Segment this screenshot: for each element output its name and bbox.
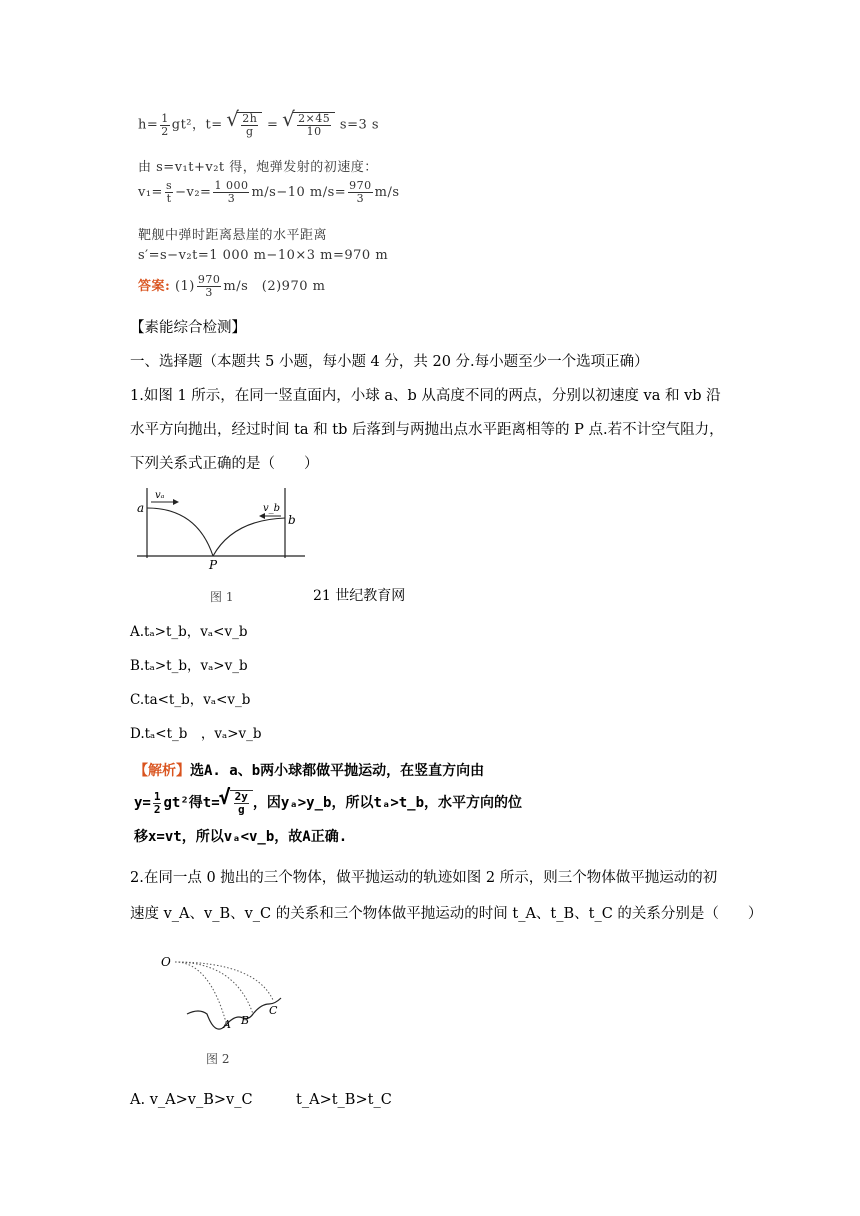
fig1-label-a: a [137,501,145,515]
eq-gt: gt²，t= [171,117,223,133]
fig2-label-a: A [223,1018,231,1031]
part1-title: 一、选择题（本题共 5 小题，每小题 4 分，共 20 分.每小题至少一个选项正确） [130,354,649,370]
answer-line: 答案: (1) $\frac{970}{3}$ m/s (2)970 m [138,273,326,299]
solution-line-3: v₁= $\frac{s}{t}$ −v₂= $\frac{1 000}{3}$ m/s−10 m/s= $\frac{970}{3}$ m/s [138,179,400,205]
sqrt-2h-g: √ $\frac{2h}{g}$ [237,112,262,138]
q1-line-1: 1.如图 1 所示，在同一竖直面内，小球 a、b 从高度不同的两点，分别以初速度 va 和 vb 沿 [130,388,721,404]
q1-option-d: D.tₐ<t_b ，vₐ>v_b [130,726,262,742]
solution-line-2: 由 s=v₁t+v₂t 得，炮弹发射的初速度： [138,160,378,175]
fraction-half: $\frac{1}{2}$ [161,111,169,138]
fig1-label-vb: v_b [263,503,281,514]
q2-line-1: 2.在同一点 0 抛出的三个物体，做平抛运动的轨迹如图 2 所示，则三个物体做平抛运动的初 [130,870,718,886]
fig2-label-o: O [161,955,171,969]
q1-analysis-line-1: 【解析】选A. a、b两小球都做平抛运动，在竖直方向由 [134,763,485,779]
q1-analysis-line-3: 移x=vt，所以vₐ<v_b，故A正确. [134,829,348,845]
figure-2-caption: 图 2 [206,1052,230,1066]
section-title: 【素能综合检测】 [130,320,246,336]
fig2-label-b: B [241,1014,250,1027]
solution-line-5: s′=s−v₂t=1 000 m−10×3 m=970 m [138,248,389,263]
fig1-label-va: vₐ [155,490,165,501]
fig2-label-c: C [269,1004,278,1017]
q1-analysis-line-2: y= $\frac{1}{2}$ gt²得t= √ $\frac{2y}{g}$ ，因yₐ>y_b，所以tₐ>t_b，水平方向的位 [134,790,522,816]
q1-line-2: 水平方向抛出，经过时间 ta 和 tb 后落到与两抛出点水平距离相等的 P 点.若不计空气阻力， [130,422,724,438]
q1-option-a: A.tₐ>t_b，vₐ<v_b [130,624,248,640]
watermark: 21 世纪教育网 [313,588,406,604]
q2-line-2: 速度 v_A、v_B、v_C 的关系和三个物体做平抛运动的时间 t_A、t_B、t_C 的关系分别是（ ） [130,906,763,922]
fig1-label-b: b [288,513,296,527]
solution-line-1: h= $\frac{1}{2}$ gt²，t= √ $\frac{2h}{g}$ = √ $\frac{2\times 45}{10}$ s=3 s [138,112,379,138]
q1-option-c: C.ta<t_b，vₐ<v_b [130,692,251,708]
fig1-label-p: P [209,558,218,572]
sqrt-2x45-10: √ $\frac{2\times 45}{10}$ [293,112,335,138]
q2-option-a: A. v_A>v_B>v_C t_A>t_B>t_C [130,1092,392,1108]
q1-line-3: 下列关系式正确的是（ ） [130,456,319,472]
eq-h: h= [138,117,159,133]
figure-2-diagram [155,948,295,1038]
q1-option-b: B.tₐ>t_b，vₐ>v_b [130,658,248,674]
solution-line-4: 靶舰中弹时距离悬崖的水平距离 [138,228,328,243]
answer-label: 答案: [138,279,171,294]
figure-1-caption: 图 1 [210,590,234,604]
analysis-label: 【解析】 [134,763,190,779]
figure-1-diagram [135,482,315,572]
